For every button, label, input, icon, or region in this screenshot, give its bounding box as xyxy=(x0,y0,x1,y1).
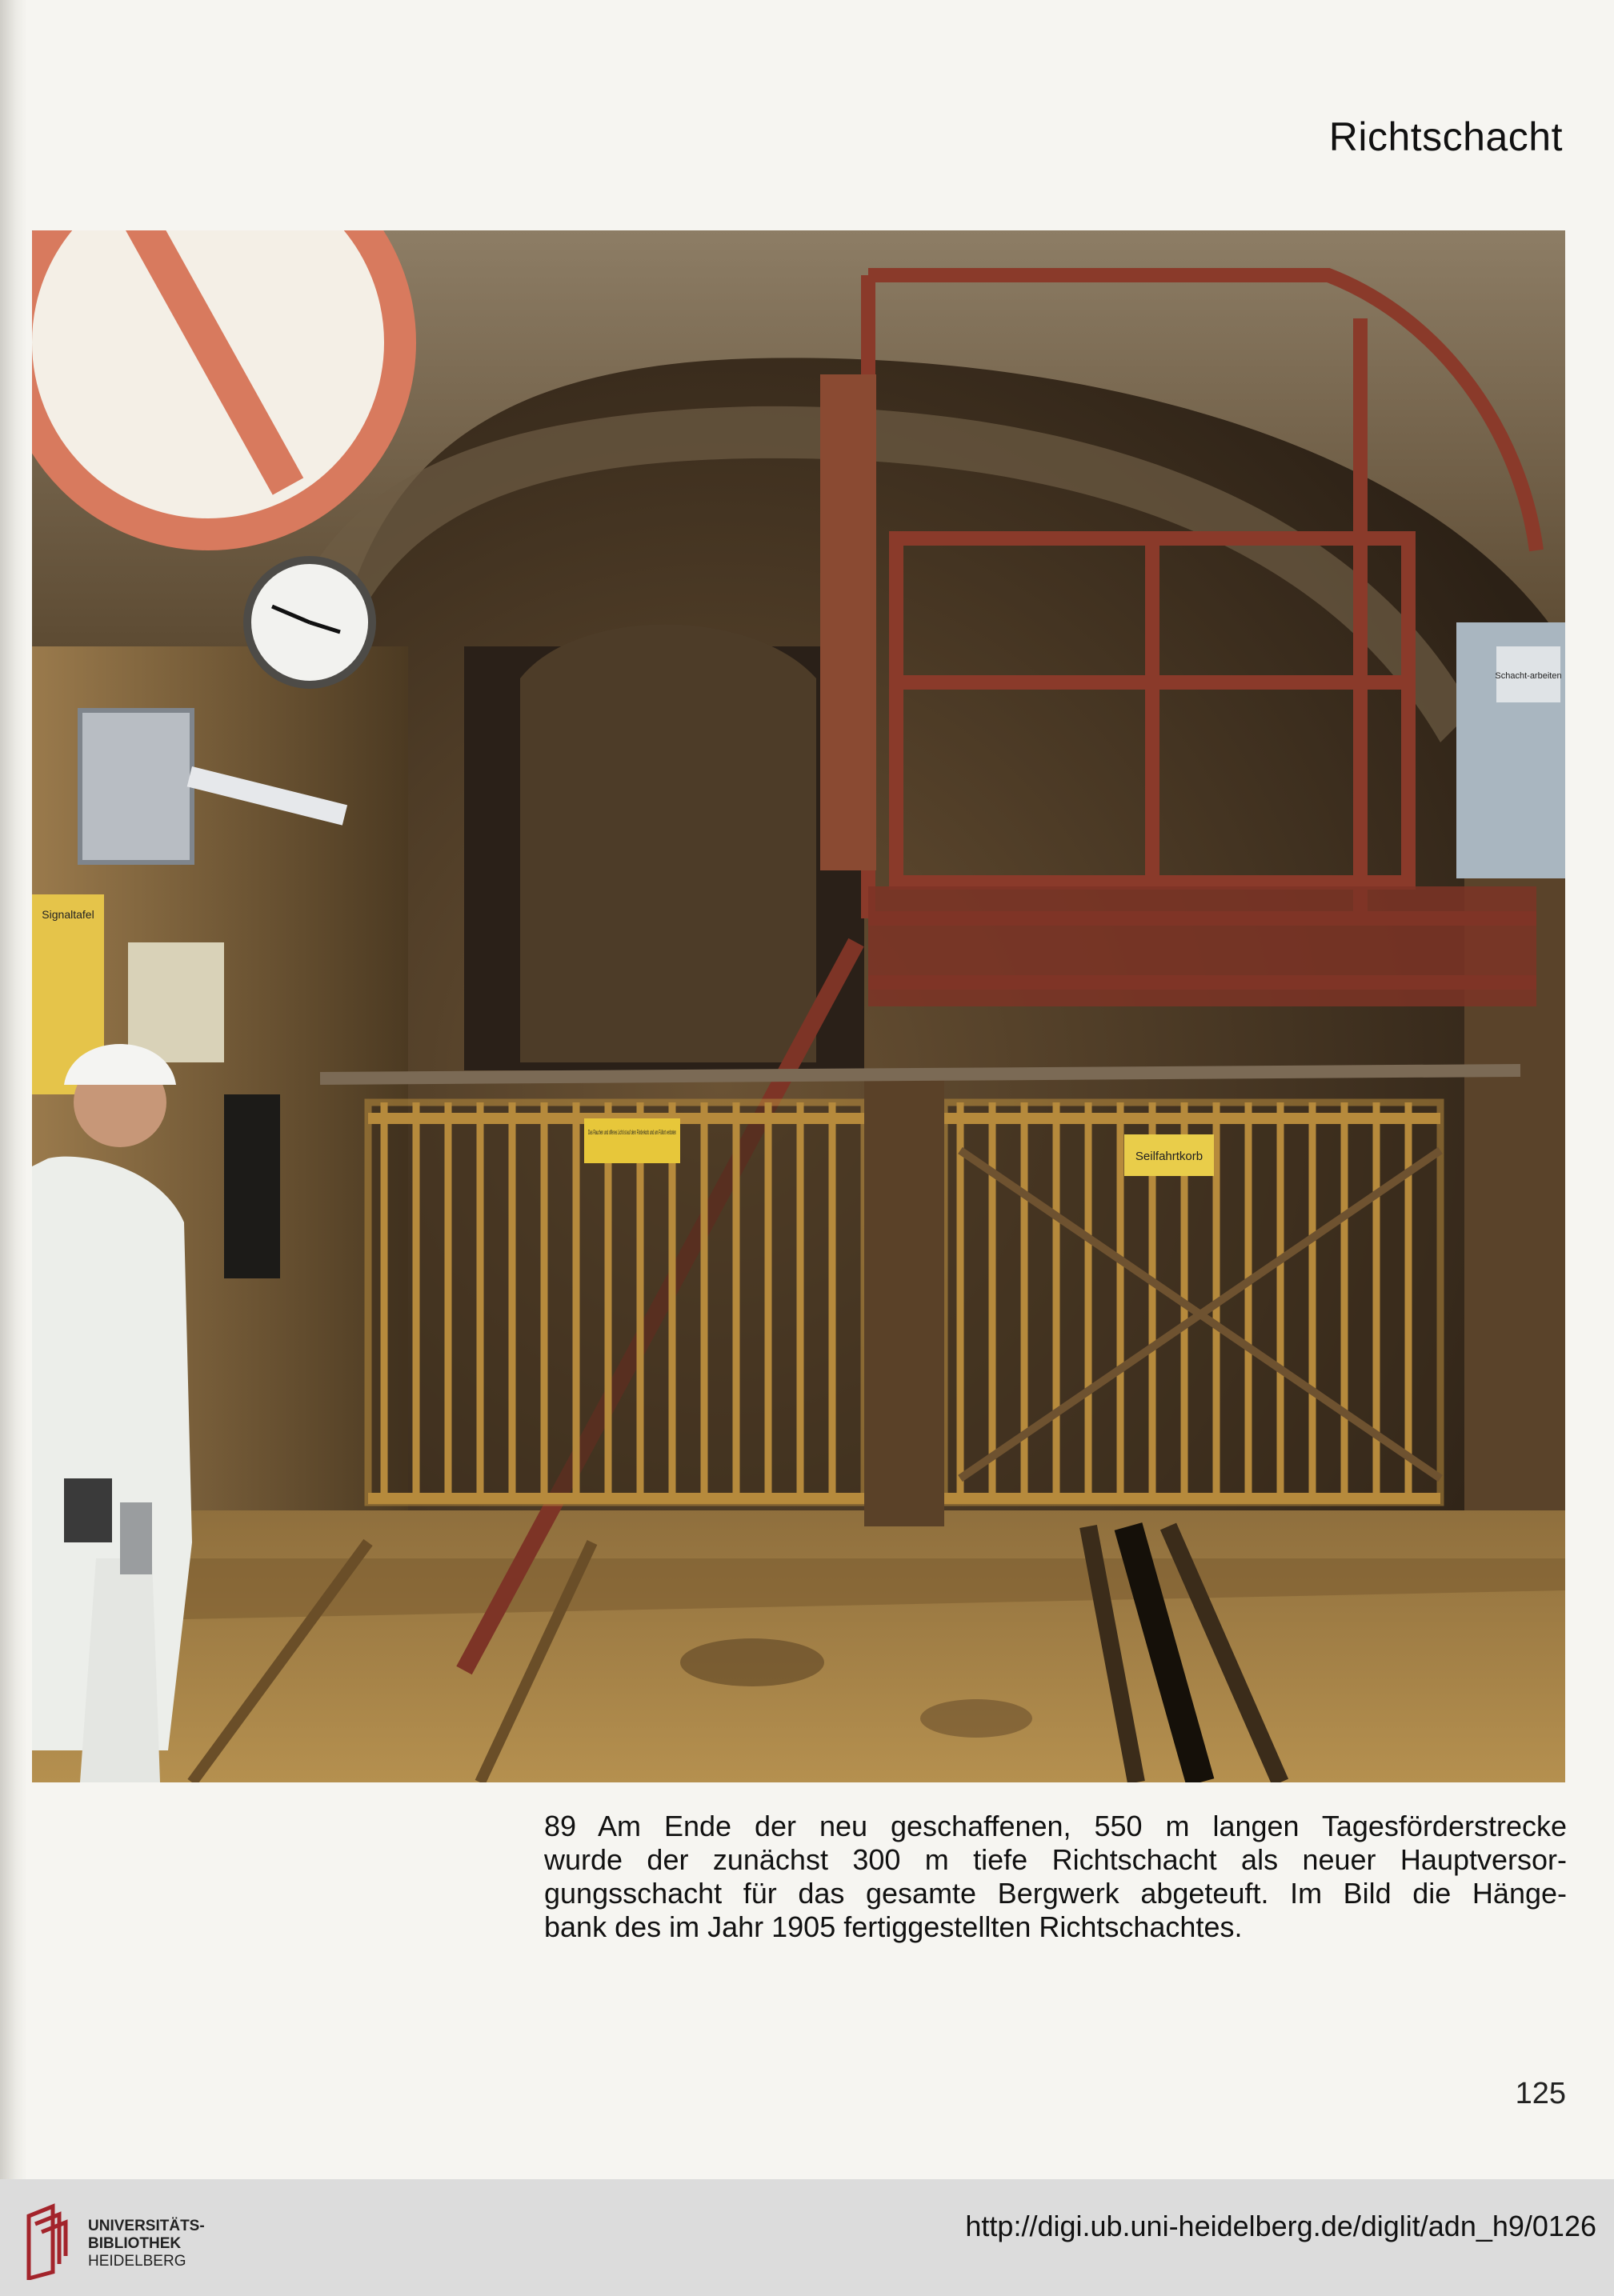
caption-line: wurde der zunächst 300 m tiefe Richtschacht als neuer Hauptversor- xyxy=(544,1843,1567,1876)
caption-line: bank des im Jahr 1905 fertiggestellten Richtschachtes. xyxy=(544,1910,1243,1943)
source-url-link[interactable]: http://digi.ub.uni-heidelberg.de/diglit/adn_h9/0126 xyxy=(965,2210,1596,2242)
vertical-pipe xyxy=(820,374,876,870)
library-name-line: BIBLIOTHEK xyxy=(88,2235,182,2252)
note-sign-text: Das Rauchen und offenes Licht ist auf dem Förderkorb und am Füllort verboten xyxy=(588,1129,676,1136)
control-panel-text: Schacht-arbeiten xyxy=(1495,671,1562,681)
figure-caption xyxy=(544,1810,1567,1944)
page-number: 125 xyxy=(1515,2077,1566,2110)
library-name xyxy=(88,2218,205,2270)
library-name-line: UNIVERSITÄTS- xyxy=(88,2218,205,2234)
signal-table-text: Signaltafel xyxy=(42,908,94,921)
mine-shaft-photo xyxy=(32,230,1565,1782)
caption-line: gungsschacht für das gesamte Bergwerk abgeteuft. Im Bild die Hänge- xyxy=(544,1877,1567,1910)
page-gutter-shadow xyxy=(0,0,27,2180)
library-logo-icon xyxy=(21,2200,77,2280)
lamp-box xyxy=(80,710,192,862)
running-head: Richtschacht xyxy=(1328,114,1563,159)
caption-line: 89 Am Ende der neu geschaffenen, 550 m langen Tagesförderstrecke xyxy=(544,1810,1567,1842)
note-sign xyxy=(584,1118,680,1163)
seilfahrtkorb-sign-text: Seilfahrtkorb xyxy=(1135,1150,1203,1163)
digitization-footer xyxy=(0,2179,1614,2296)
library-name-line: HEIDELBERG xyxy=(88,2253,186,2270)
